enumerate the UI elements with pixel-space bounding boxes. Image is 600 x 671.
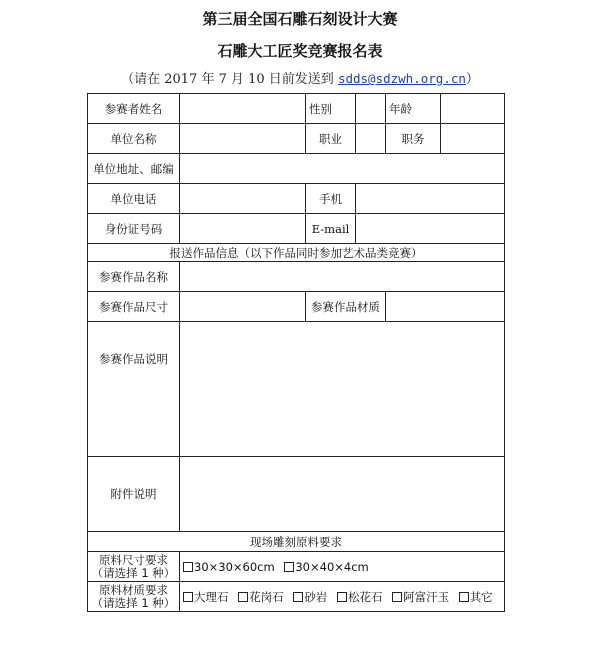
material-option-checkbox[interactable] xyxy=(392,592,402,602)
email-link[interactable]: sdds@sdzwh.org.cn xyxy=(337,71,466,86)
table-row xyxy=(88,184,505,214)
raw-size-title: 原料尺寸要求 xyxy=(99,552,168,567)
address-label: 单位地址、邮编 xyxy=(88,154,180,184)
raw-material-label xyxy=(88,582,180,612)
material-option-checkbox[interactable] xyxy=(183,592,193,602)
table-row xyxy=(88,552,505,582)
table-row xyxy=(88,262,505,292)
work-desc-label: 参赛作品说明 xyxy=(88,322,180,457)
material-option-checkbox[interactable] xyxy=(337,592,347,602)
table-row xyxy=(88,292,505,322)
table-row xyxy=(88,124,505,154)
raw-material-hint: （请选择 1 种） xyxy=(91,595,176,610)
material-option-checkbox[interactable] xyxy=(293,592,303,602)
table-row xyxy=(88,214,505,244)
work-size-field[interactable] xyxy=(180,292,306,322)
mobile-label: 手机 xyxy=(306,184,356,214)
table-row xyxy=(88,154,505,184)
id-field[interactable] xyxy=(180,214,306,244)
submission-note xyxy=(0,68,600,87)
raw-material-options xyxy=(180,582,505,612)
occupation-field[interactable] xyxy=(356,124,386,154)
work-name-label: 参赛作品名称 xyxy=(88,262,180,292)
work-size-label: 参赛作品尺寸 xyxy=(88,292,180,322)
material-option-checkbox[interactable] xyxy=(238,592,248,602)
name-field[interactable] xyxy=(180,94,306,124)
form-title: 第三届全国石雕石刻设计大赛 xyxy=(202,10,398,28)
email-field[interactable] xyxy=(356,214,505,244)
name-label: 参赛者姓名 xyxy=(88,94,180,124)
table-row xyxy=(88,322,505,457)
form-subtitle: 石雕大工匠奖竞赛报名表 xyxy=(217,42,383,60)
occupation-label: 职业 xyxy=(306,124,356,154)
attachment-field[interactable] xyxy=(180,457,505,532)
work-material-label: 参赛作品材质 xyxy=(306,292,386,322)
note-suffix: ） xyxy=(465,72,479,87)
size-option-label: 30×40×4cm xyxy=(295,559,369,574)
table-row xyxy=(88,532,505,552)
age-field[interactable] xyxy=(441,94,505,124)
material-option-label: 其它 xyxy=(469,589,493,604)
position-field[interactable] xyxy=(441,124,505,154)
work-material-field[interactable] xyxy=(386,292,505,322)
table-row xyxy=(88,94,505,124)
phone-label: 单位电话 xyxy=(88,184,180,214)
unit-label: 单位名称 xyxy=(88,124,180,154)
note-prefix: （请在 2017 年 7 月 10 日前发送到 xyxy=(121,72,338,87)
registration-form-table xyxy=(87,93,505,612)
gender-label: 性别 xyxy=(306,94,356,124)
size-option-checkbox[interactable] xyxy=(183,562,193,572)
mobile-field[interactable] xyxy=(356,184,505,214)
material-option-label: 松花石 xyxy=(347,589,383,604)
material-option-label: 大理石 xyxy=(194,589,229,604)
raw-material-title: 原料材质要求 xyxy=(99,582,168,597)
material-option-checkbox[interactable] xyxy=(459,592,469,602)
gender-field[interactable] xyxy=(356,94,386,124)
raw-size-hint: （请选择 1 种） xyxy=(91,565,176,580)
raw-size-label xyxy=(88,552,180,582)
work-desc-field[interactable] xyxy=(180,322,505,457)
attachment-label: 附件说明 xyxy=(88,457,180,532)
work-name-field[interactable] xyxy=(180,262,505,292)
material-option-label: 花岗石 xyxy=(249,589,284,604)
age-label: 年龄 xyxy=(386,94,441,124)
table-row xyxy=(88,457,505,532)
table-row xyxy=(88,244,505,262)
material-option-label: 砂岩 xyxy=(304,589,328,604)
size-option-checkbox[interactable] xyxy=(284,562,294,572)
position-label: 职务 xyxy=(386,124,441,154)
phone-field[interactable] xyxy=(180,184,306,214)
address-field[interactable] xyxy=(180,154,505,184)
works-section-header: 报送作品信息（以下作品同时参加艺术品类竞赛） xyxy=(88,244,505,262)
unit-field[interactable] xyxy=(180,124,306,154)
email-label: E-mail xyxy=(306,214,356,244)
table-row xyxy=(88,582,505,612)
raw-size-options xyxy=(180,552,505,582)
material-option-label: 阿富汗玉 xyxy=(403,589,450,604)
raw-section-header: 现场雕刻原料要求 xyxy=(88,532,505,552)
size-option-label: 30×30×60cm xyxy=(194,559,275,574)
id-label: 身份证号码 xyxy=(88,214,180,244)
